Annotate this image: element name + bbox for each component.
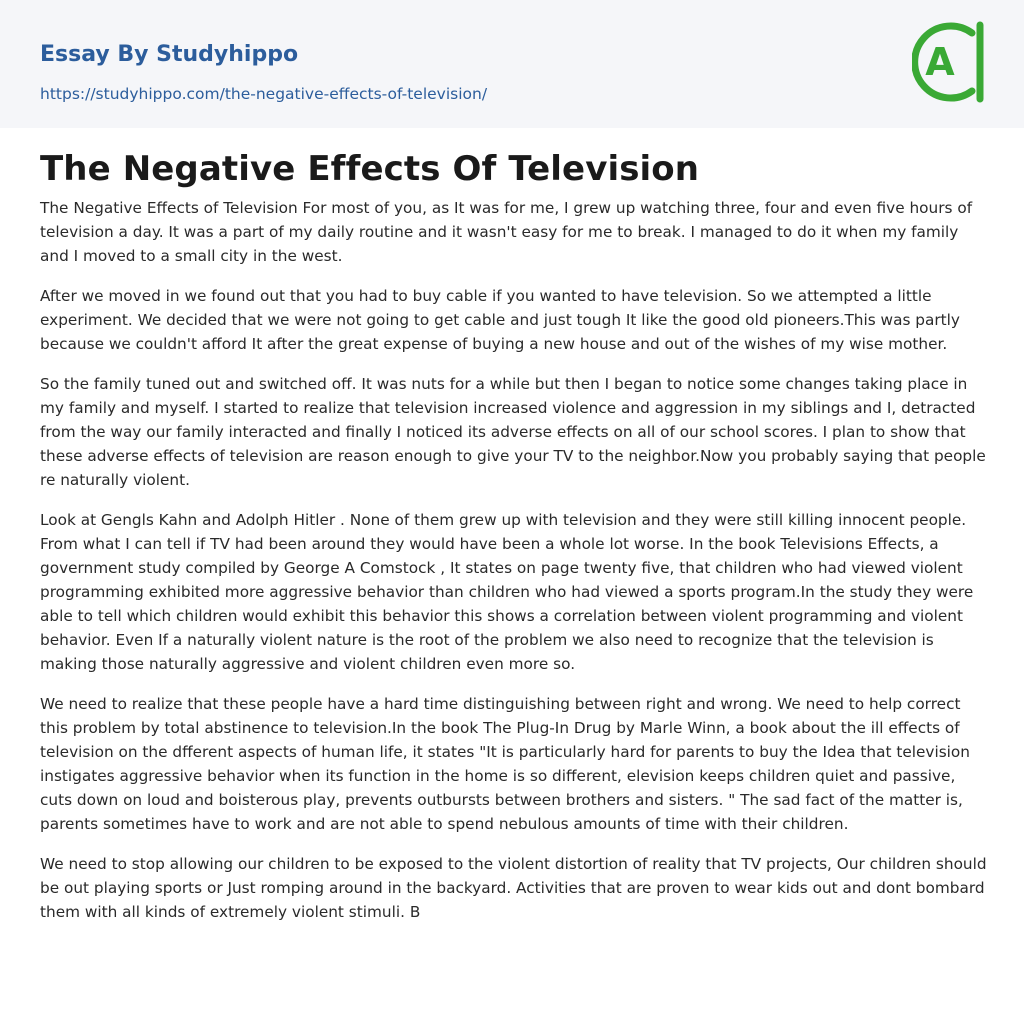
article-paragraph: We need to stop allowing our children to be exposed to the violent distortion of reality that TV projects, Our children should be out playing sports or Just romping around in the backyard. Activities that are proven to wear kids out and dont bombard them with all kinds of extremely violent stimuli. B: [40, 855, 987, 921]
essay-url-link[interactable]: https://studyhippo.com/the-negative-effects-of-television/: [40, 85, 488, 103]
studyhippo-logo-icon[interactable]: [912, 19, 986, 105]
article-title: The Negative Effects Of Television: [40, 149, 700, 189]
article-paragraph: Look at Gengls Kahn and Adolph Hitler . None of them grew up with television and they were still killing innocent people. From what I can tell if TV had been around they would have been a whole lot worse. In the book Televisions Effects, a government study compiled by George A Comstock , It states on page twenty five, that children who had viewed violent programming exhibited more aggressive behavior than children who had viewed a sports program.In the study they were able to tell which children would exhibit this behavior this shows a correlation between violent programming and violent behavior. Even If a naturally violent nature is the root of the problem we also need to recognize that the television is making those naturally aggressive and violent children even more so.: [40, 511, 974, 673]
article: [40, 128, 988, 940]
logo-letter: A: [925, 40, 955, 84]
site-brand[interactable]: Essay By Studyhippo: [40, 42, 299, 67]
article-paragraph: We need to realize that these people have a hard time distinguishing between right and wrong. We need to help correct this problem by total abstinence to television.In the book The Plug-In Drug by Marle Winn, a book about the ill effects of television on the dfferent aspects of human life, it states "It is particularly hard for parents to buy the Idea that television instigates aggressive behavior when its function in the home is so different, elevision keeps children quiet and passive, cuts down on loud and boisterous play, prevents outbursts between brothers and sisters. " The sad fact of the matter is, parents sometimes have to work and are not able to spend nebulous amounts of time with their children.: [40, 695, 970, 833]
article-paragraph: The Negative Effects of Television For most of you, as It was for me, I grew up watching three, four and even five hours of television a day. It was a part of my daily routine and it wasn't easy for me to break. I managed to do it when my family and I moved to a small city in the west.: [40, 199, 973, 265]
site-header: [0, 0, 1024, 128]
article-paragraph: So the family tuned out and switched off. It was nuts for a while but then I began to notice some changes taking place in my family and myself. I started to realize that television increased violence and aggression in my siblings and I, detracted from the way our family interacted and finally I noticed its adverse effects on all of our school scores. I plan to show that these adverse effects of television are reason enough to give your TV to the neighbor.Now you probably saying that people re naturally violent.: [40, 375, 986, 489]
article-paragraph: After we moved in we found out that you had to buy cable if you wanted to have television. So we attempted a little experiment. We decided that we were not going to get cable and just tough It like the good old pioneers.This was partly because we couldn't afford It after the great expense of buying a new house and out of the wishes of my wise mother.: [40, 287, 960, 353]
